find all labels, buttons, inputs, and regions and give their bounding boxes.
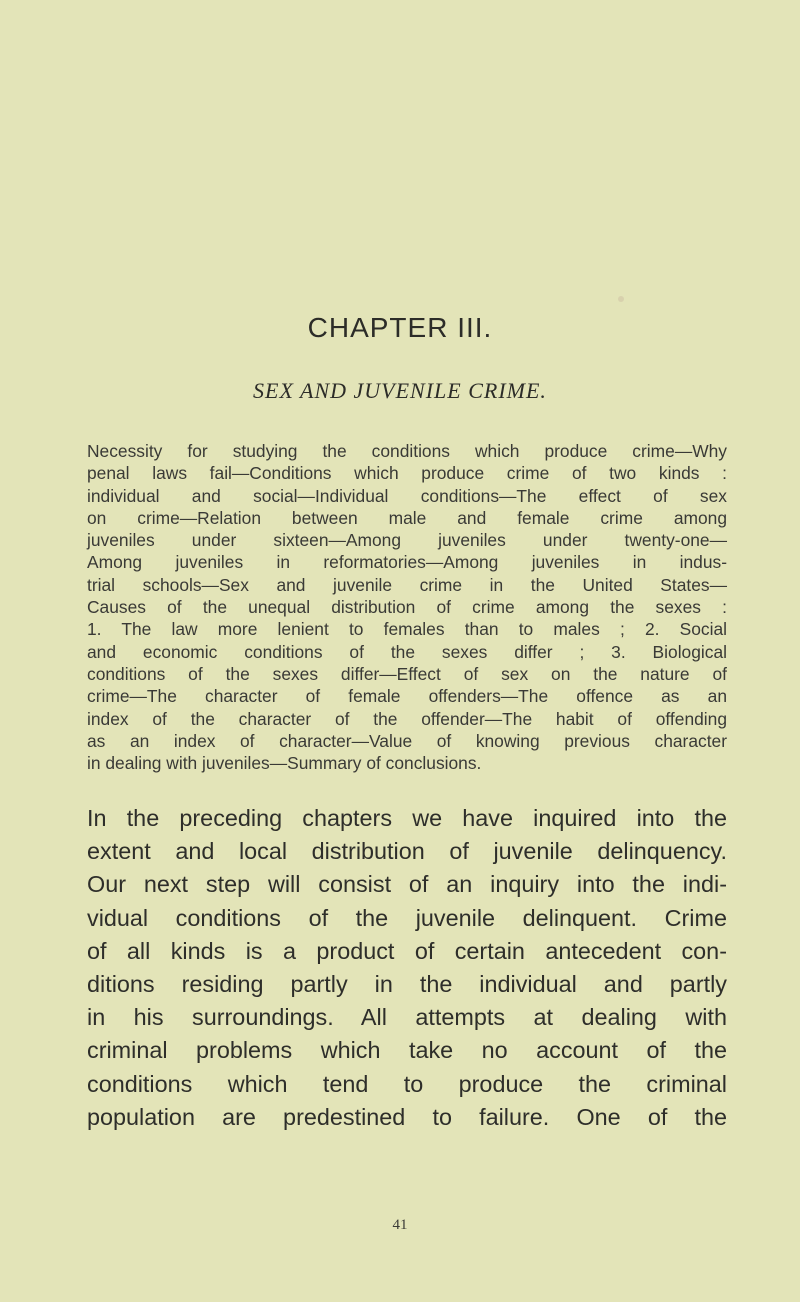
synopsis-line: penal laws fail—Conditions which produce crime of two kinds : bbox=[87, 463, 727, 484]
body-line: extent and local distribution of juvenile delinquency. bbox=[87, 838, 727, 865]
synopsis-line: Necessity for studying the conditions which produce crime—Why bbox=[87, 441, 727, 461]
synopsis-line: and economic conditions of the sexes differ ; 3. Biological bbox=[87, 641, 727, 662]
body-line: vidual conditions of the juvenile delinquent. Crime bbox=[87, 904, 727, 931]
synopsis-line: individual and social—Individual conditions—The effect of sex bbox=[87, 485, 727, 506]
body-line: in his surroundings. All attempts at dealing with bbox=[87, 1004, 727, 1031]
synopsis-line: Among juveniles in reformatories—Among juveniles in indus- bbox=[87, 552, 727, 573]
page-number: 41 bbox=[392, 1217, 408, 1233]
body-paragraph bbox=[87, 802, 727, 1134]
synopsis-line: crime—The character of female offenders—The offence as an bbox=[87, 686, 727, 707]
chapter-synopsis bbox=[87, 440, 727, 774]
body-line: criminal problems which take no account of the bbox=[87, 1037, 727, 1064]
body-line: In the preceding chapters we have inquired into the bbox=[87, 805, 727, 831]
synopsis-line: conditions of the sexes differ—Effect of sex on the nature of bbox=[87, 663, 727, 684]
synopsis-line: trial schools—Sex and juvenile crime in the United States— bbox=[87, 574, 727, 595]
body-line: population are predestined to failure. One of the bbox=[87, 1103, 727, 1130]
synopsis-line: index of the character of the offender—The habit of offending bbox=[87, 708, 727, 729]
body-line: of all kinds is a product of certain antecedent con- bbox=[87, 937, 727, 964]
synopsis-line: 1. The law more lenient to females than to males ; 2. Social bbox=[87, 619, 727, 640]
synopsis-line: in dealing with juveniles—Summary of conclusions. bbox=[87, 753, 482, 774]
paper-spot bbox=[618, 296, 624, 302]
synopsis-line: as an index of character—Value of knowing previous character bbox=[87, 730, 727, 751]
chapter-heading: CHAPTER III. bbox=[307, 312, 493, 343]
synopsis-line: on crime—Relation between male and female crime among bbox=[87, 507, 727, 528]
body-line: ditions residing partly in the individual and partly bbox=[87, 971, 727, 998]
chapter-title: SEX AND JUVENILE CRIME. bbox=[253, 378, 547, 403]
synopsis-line: juveniles under sixteen—Among juveniles under twenty-one— bbox=[87, 530, 727, 551]
body-line: conditions which tend to produce the criminal bbox=[87, 1070, 727, 1097]
body-line: Our next step will consist of an inquiry into the indi- bbox=[87, 871, 727, 898]
synopsis-line: Causes of the unequal distribution of crime among the sexes : bbox=[87, 597, 727, 618]
